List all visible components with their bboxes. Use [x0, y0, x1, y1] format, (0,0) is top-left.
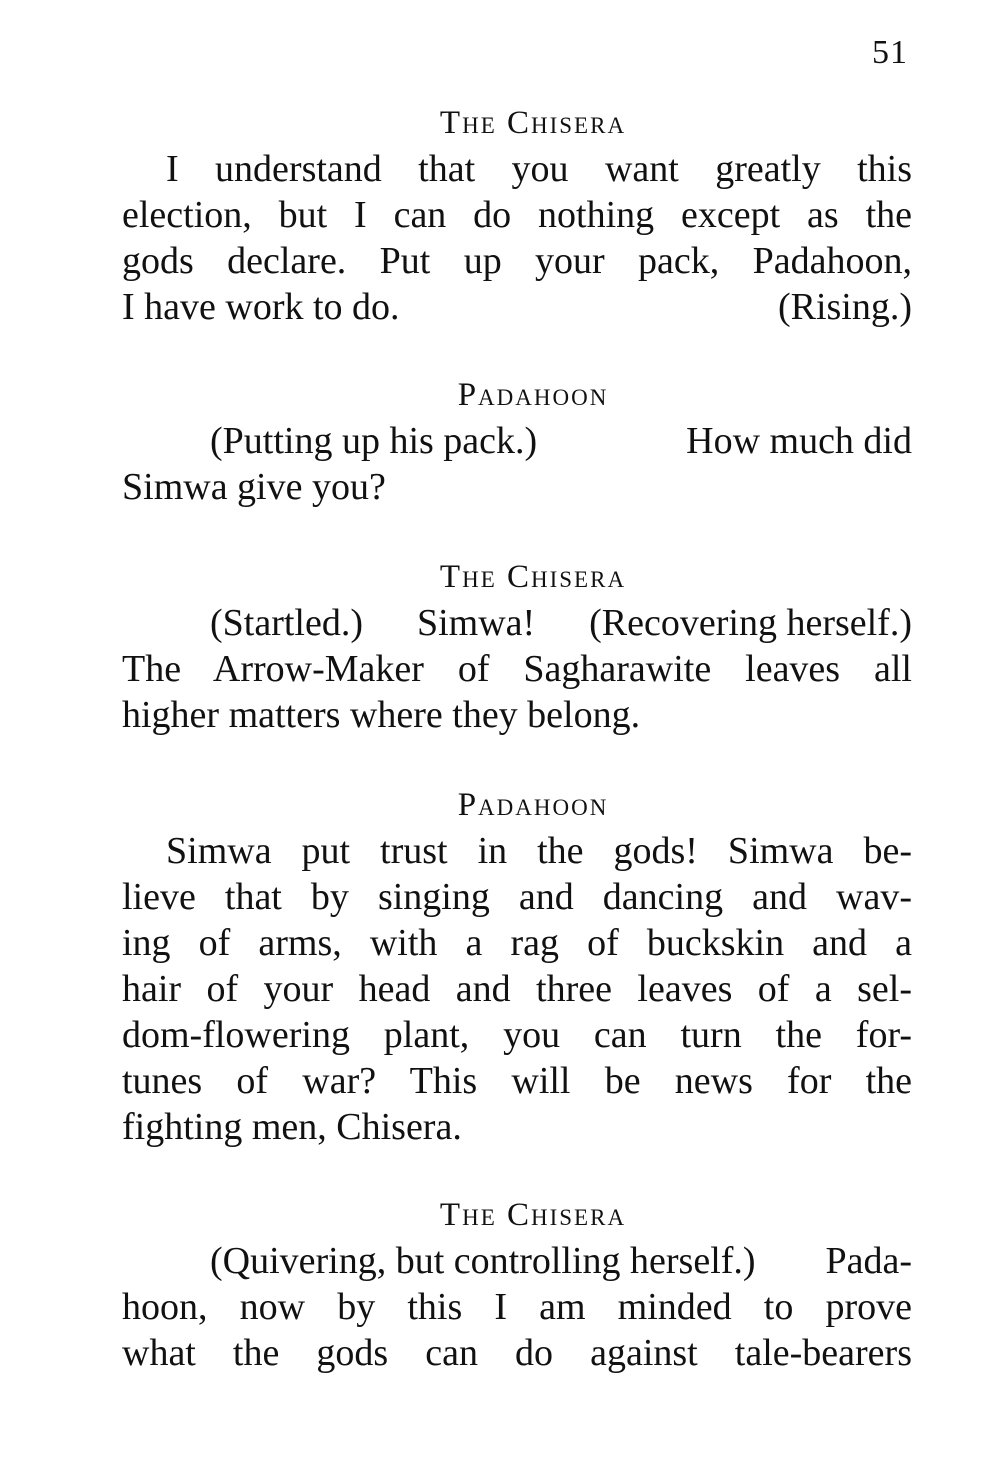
speech-line: what the gods can do against tale-bearers	[122, 1332, 912, 1374]
speech-text	[122, 146, 912, 330]
speech-line: ing of arms, with a rag of buckskin and a	[122, 922, 912, 964]
stage-direction: (Rising.)	[777, 286, 912, 328]
speech-line	[122, 418, 912, 464]
speech-line-text: Simwa!	[416, 602, 536, 644]
speech-line-text: How much did	[686, 420, 912, 462]
speech-line-text: Pada-	[825, 1240, 912, 1282]
speaker-name: Padahoon	[457, 377, 609, 413]
speech-line: I understand that you want greatly this	[166, 148, 912, 190]
speech-line	[122, 600, 912, 646]
speech-line: lieve that by singing and dancing and wav-	[122, 876, 912, 918]
speaker-name: The Chisera	[439, 105, 627, 141]
dialogue-block-1	[122, 100, 912, 330]
stage-direction: (Putting up his pack.)	[210, 420, 538, 462]
speech-line-text: I have work to do.	[122, 286, 400, 328]
stage-direction: (Startled.)	[210, 602, 364, 644]
speech-line: higher matters where they belong.	[122, 694, 641, 736]
speech-line: hair of your head and three leaves of a sel-	[122, 968, 912, 1010]
speech-line	[122, 1238, 912, 1284]
speech-line: tunes of war? This will be news for the	[122, 1060, 912, 1102]
stage-direction: (Recovering herself.)	[589, 602, 912, 644]
speech-line: election, but I can do nothing except as the	[122, 194, 912, 236]
speech-text	[122, 418, 912, 510]
speaker-name: The Chisera	[439, 559, 627, 595]
stage-direction: (Quivering, but controlling herself.)	[210, 1240, 756, 1282]
speech-text	[122, 828, 912, 1150]
page-number: 51	[872, 34, 908, 71]
speech-line: dom-flowering plant, you can turn the for-	[122, 1014, 912, 1056]
speaker-name: The Chisera	[439, 1197, 627, 1233]
speech-line	[122, 284, 912, 330]
speech-line: The Arrow-Maker of Sagharawite leaves all	[122, 648, 912, 690]
dialogue-block-2	[122, 372, 912, 510]
dialogue-block-4	[122, 782, 912, 1150]
dialogue-block-3	[122, 554, 912, 738]
speaker-name: Padahoon	[457, 787, 609, 823]
speech-text	[122, 600, 912, 738]
speech-line: Simwa give you?	[122, 466, 386, 508]
speech-line: fighting men, Chisera.	[122, 1106, 462, 1148]
speech-text	[122, 1238, 912, 1376]
speech-line: gods declare. Put up your pack, Padahoon,	[122, 240, 912, 282]
speech-line: hoon, now by this I am minded to prove	[122, 1286, 912, 1328]
dialogue-block-5	[122, 1192, 912, 1376]
speech-line: Simwa put trust in the gods! Simwa be-	[166, 830, 912, 872]
